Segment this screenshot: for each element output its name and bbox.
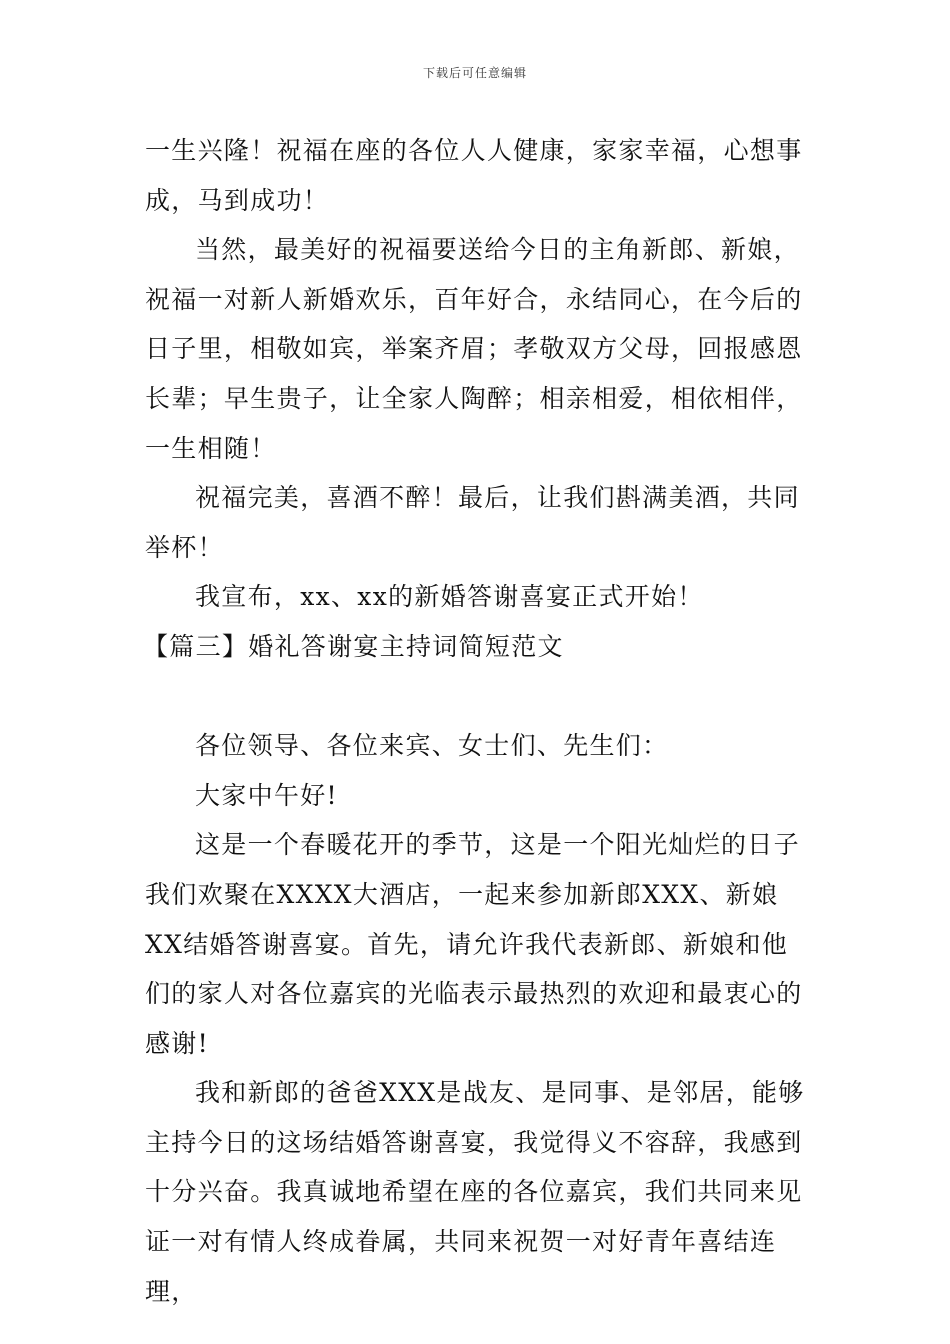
blank-line	[145, 672, 810, 722]
paragraph: 我宣布，xx、xx的新婚答谢喜宴正式开始！	[195, 582, 704, 612]
page-header: 下载后可任意编辑	[422, 66, 527, 80]
section-heading: 【篇三】婚礼答谢宴主持词简短范文	[143, 631, 564, 661]
paragraph: 我和新郎的爸爸XXX是战友、是同事、是邻居，能够主持今日的这场结婚答谢喜宴，我觉得义不容辞，我感到十分兴奋。我真诚地希望在座的各位嘉宾，我们共同来见证一对有情人终成眷属，共同来祝贺一对好青年喜结连理，	[145, 1078, 805, 1306]
salutation: 各位领导、各位来宾、女士们、先生们：	[195, 731, 669, 761]
document-body	[145, 126, 810, 1316]
paragraph: 祝福完美，喜酒不醉！最后，让我们斟满美酒，共同举杯！	[145, 483, 800, 562]
paragraph: 当然，最美好的祝福要送给今日的主角新郎、新娘，祝福一对新人新婚欢乐，百年好合，永结同心，在今后的日子里，相敬如宾，举案齐眉；孝敬双方父母，回报感恩长辈；早生贵子，让全家人陶醉；相亲相爱，相依相伴，一生相随！	[145, 235, 803, 463]
greeting: 大家中午好!	[195, 780, 338, 810]
paragraph: 这是一个春暖花开的季节，这是一个阳光灿烂的日子我们欢聚在XXXX大酒店，一起来参加新郎XXX、新娘XX结婚答谢喜宴。首先，请允许我代表新郎、新娘和他们的家人对各位嘉宾的光临表示最热烈的欢迎和最衷心的感谢!	[145, 830, 803, 1058]
paragraph: 一生兴隆！祝福在座的各位人人健康，家家幸福，心想事成，马到成功！	[145, 136, 803, 215]
